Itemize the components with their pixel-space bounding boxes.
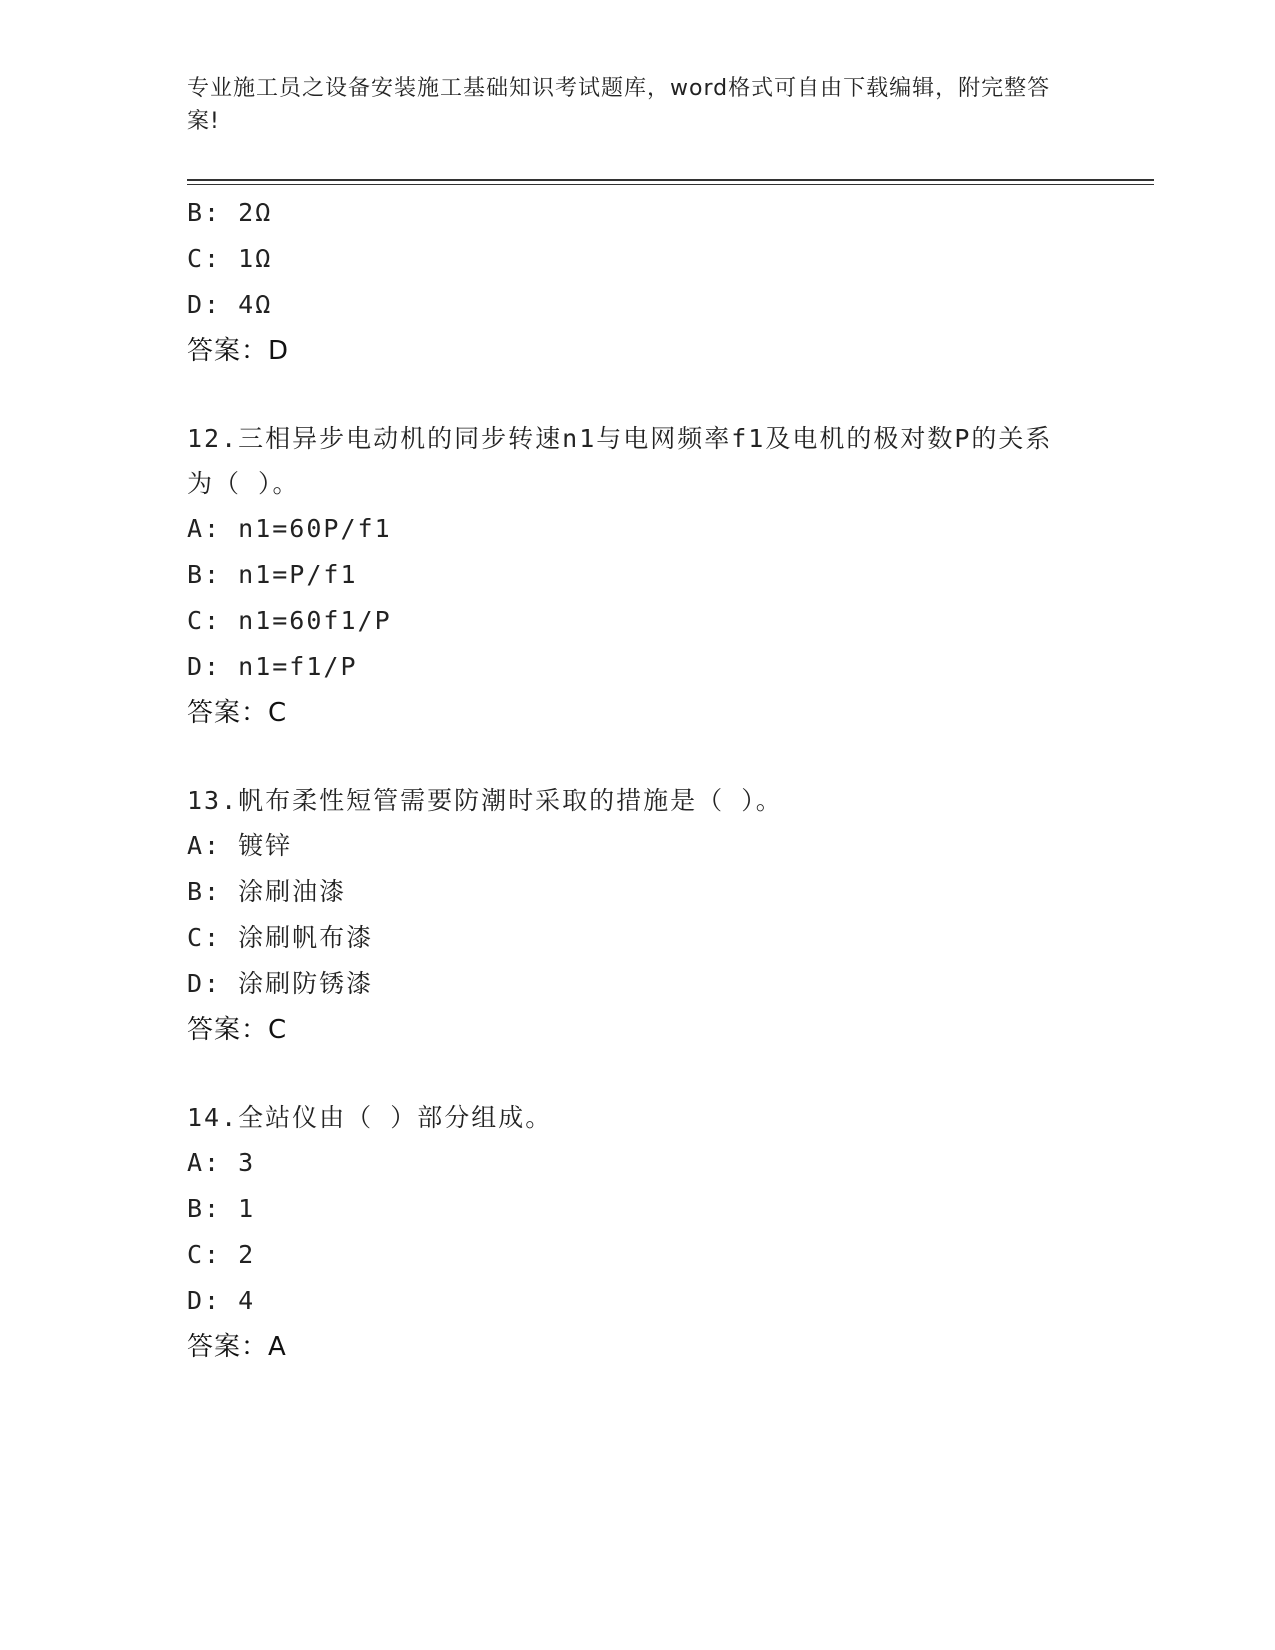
option-d: D: 4 — [187, 1286, 256, 1315]
question-14 — [187, 1095, 1087, 1370]
header-divider-thin — [187, 184, 1154, 185]
header-title: 专业施工员之设备安装施工基础知识考试题库，word格式可自由下载编辑，附完整答案! — [187, 76, 1051, 134]
answer: 答案：C — [187, 698, 288, 728]
question-11-continued — [187, 190, 1087, 374]
option-c: C: n1=60f1/P — [187, 606, 392, 635]
answer: 答案：A — [187, 1332, 287, 1362]
answer: 答案：C — [187, 1015, 288, 1045]
question-text: 14.全站仪由（ ）部分组成。 — [187, 1103, 553, 1132]
option-b: B: 1 — [187, 1194, 256, 1223]
option-b: B: n1=P/f1 — [187, 560, 358, 589]
header-divider-thick — [187, 179, 1154, 181]
question-text: 12.三相异步电动机的同步转速n1与电网频率f1及电机的极对数P的关系为（ ）。 — [187, 424, 1053, 498]
option-b: B: 2Ω — [187, 198, 273, 227]
option-d: D: 4Ω — [187, 290, 273, 319]
document-header — [187, 72, 1067, 138]
option-d: D: n1=f1/P — [187, 652, 358, 681]
question-13 — [187, 778, 1087, 1053]
option-c: C: 涂刷帆布漆 — [187, 923, 374, 952]
question-spacer — [187, 1053, 1087, 1095]
option-c: C: 1Ω — [187, 244, 273, 273]
option-a: A: 镀锌 — [187, 831, 293, 860]
question-12 — [187, 416, 1087, 736]
option-d: D: 涂刷防锈漆 — [187, 969, 374, 998]
question-list — [187, 190, 1087, 1370]
option-a: A: n1=60P/f1 — [187, 514, 392, 543]
question-spacer — [187, 736, 1087, 778]
answer: 答案：D — [187, 336, 290, 366]
question-text: 13.帆布柔性短管需要防潮时采取的措施是（ ）。 — [187, 786, 783, 815]
option-c: C: 2 — [187, 1240, 256, 1269]
option-a: A: 3 — [187, 1148, 256, 1177]
question-spacer — [187, 374, 1087, 416]
option-b: B: 涂刷油漆 — [187, 877, 347, 906]
